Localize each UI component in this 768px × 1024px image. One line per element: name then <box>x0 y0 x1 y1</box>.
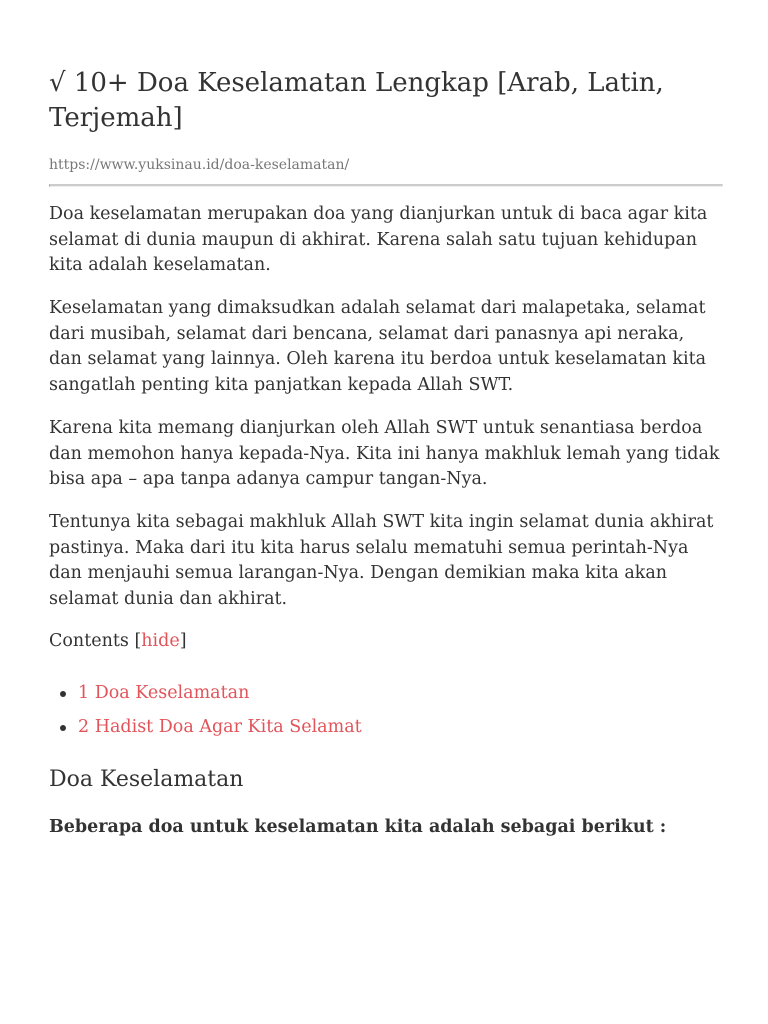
contents-label: Contents <box>49 631 129 651</box>
bullet-icon <box>60 691 66 697</box>
paragraph-1: Doa keselamatan merupakan doa yang dianjurkan untuk di baca agar kita selamat di dunia maupun di akhirat. Karena salah satu tujuan kehidupan kita adalah keselamatan. <box>49 204 708 276</box>
paragraph-4: Tentunya kita sebagai makhluk Allah SWT kita ingin selamat dunia akhirat pastinya. Maka dari itu kita harus selalu mematuhi semua perintah-Nya dan menjauhi semua larangan-Nya. Dengan demikian maka kita akan selamat dunia dan akhirat. <box>49 512 714 610</box>
paragraph-2: Keselamatan yang dimaksudkan adalah selamat dari malapetaka, selamat dari musibah, selamat dari bencana, selamat dari panasnya api neraka, dan selamat yang lainnya. Oleh karena itu berdoa untuk keselamatan kita sangatlah penting kita panjatkan kepada Allah SWT. <box>49 298 707 396</box>
toc-item <box>49 715 362 741</box>
toc-item <box>49 681 362 707</box>
header-divider <box>49 184 723 187</box>
table-of-contents-header <box>49 629 187 655</box>
contents-bracket-close: ] <box>179 631 187 651</box>
paragraph-3: Karena kita memang dianjurkan oleh Allah SWT untuk senantiasa berdoa dan memohon hanya kepada-Nya. Kita ini hanya makhluk lemah yang tidak bisa apa – apa tanpa adanya campur tangan-Nya. <box>49 418 720 490</box>
bullet-icon <box>60 725 66 731</box>
source-url: https://www.yuksinau.id/doa-keselamatan/ <box>49 157 350 173</box>
table-of-contents-list <box>49 681 362 749</box>
toc-link-hadist-doa[interactable]: 2 Hadist Doa Agar Kita Selamat <box>78 717 362 738</box>
section-intro: Beberapa doa untuk keselamatan kita adalah sebagai berikut : <box>49 817 667 837</box>
article-title: √ 10+ Doa Keselamatan Lengkap [Arab, Latin, Terjemah] <box>49 68 664 133</box>
section-heading: Doa Keselamatan <box>49 767 244 792</box>
toc-link-doa-keselamatan[interactable]: 1 Doa Keselamatan <box>78 683 250 703</box>
contents-hide-toggle[interactable]: hide <box>141 631 180 651</box>
contents-bracket-open: [ <box>134 631 142 651</box>
